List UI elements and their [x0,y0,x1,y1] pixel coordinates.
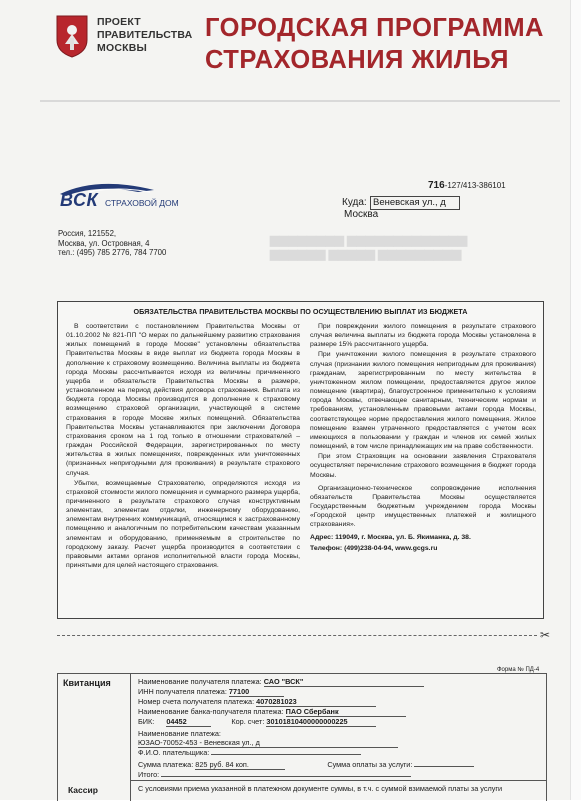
notice-paragraph: Организационно-техническое сопровождение исполнения обязательств Правительства Москвы осуществляется Государственным бюджетным учреждением города Москвы «Городской центр имущественных платежей и жилищного страхования». [310,484,536,529]
inn-value: 77100 [229,687,284,697]
tracking-bold: 716 [428,180,445,191]
tracking-number [428,180,506,191]
notice-paragraph: В соответствии с постановлением Правительства Москвы от 01.10.2002 № 821-ПП "О мерах по дальнейшему развитию страхования жилых помещений в городе Москве" установлены обязательства Правительства Москвы в виде выплат из бюджета города Москвы в дополнение к страховому возмещению. Величина выплаты из бюджета города Москвы рассчитывается исходя из величины причиненного ущерба и обязательств Правительства Москвы в размере, установленном на период действия договора страхования. Выплата из бюджета города Москвы производится в дополнение к страховому возмещению страховой организации, участвующей в системе страхования в городе Москве жилых помещений. Обязательства Правительства Москвы устанавливаются при заключении Договора страхования сроком на 1 год только в отношении страхователей – граждан Российской Федерации, зарегистрированных по месту жительства в жилых помещениях, поврежденных или уничтоженных (признанных непригодными для проживания) в результате страхового случая. [66,323,300,477]
terms-row [138,784,502,793]
total-label: Итого: [138,770,160,779]
account-label: Номер счета получателя платежа: [138,697,255,706]
notice-paragraph: Убытки, возмещаемые Страхователю, определяются исходя из страховой стоимости жилого помещения и суммарного размера ущерба, причиненного в результате страхового случая конструктивным элементам, элементам отделки, инженерному оборудованию, элементам внутренних коммуникаций, относящимся к застрахованному помещению и аналогичным по потребительским качествам указанным элементам и оборудованию, применяемым в строительстве по городскому заказу. Расчет ущерба производится в соответствии с правовыми актами органов исполнительной власти города Москвы, принятыми для целей настоящего страхования. [66,479,300,570]
sender-address-line: Россия, 121552, [58,229,117,238]
scissors-icon: ✂ [540,628,551,642]
sum-row [138,760,474,770]
project-line: МОСКВЫ [97,42,147,54]
gcgs-phone: Телефон: (499)238-04-94, www.gcgs.ru [310,544,438,552]
sender-address [58,229,166,258]
notice-title: ОБЯЗАТЕЛЬСТВА ПРАВИТЕЛЬСТВА МОСКВЫ ПО ОСУЩЕСТВЛЕНИЮ ВЫПЛАТ ИЗ БЮДЖЕТА [133,307,468,316]
vsk-logo-name: СТРАХОВОЙ ДОМ [105,198,179,208]
show-through-text: ▆▆▆▆▆▆ ▆▆▆▆▆ ▆▆▆▆▆▆▆▆▆ ▆▆▆▆▆▆▆▆ ▆▆▆▆▆▆▆▆▆▆▆▆▆ [270,236,468,264]
corr-label: Кор. счет: [231,717,265,726]
recipient-row [138,677,424,687]
page-edge [570,0,581,800]
payer-row [138,748,361,757]
cut-line [57,635,537,636]
receipt-label: Квитанция [63,678,111,688]
sum-value: 825 руб. 84 коп. [195,760,285,770]
vsk-logo-abbr: ВСК [60,190,99,210]
tracking-rest: -127/413-386101 [444,181,506,190]
payer-value-line [211,754,361,755]
bik-row [138,717,376,727]
project-label [97,16,192,55]
bank-value: ПАО Сбербанк [286,707,406,717]
obligations-notice [57,301,544,619]
form-number: Форма № ПД-4 [497,667,540,673]
gcgs-address: Адрес: 119049, г. Москва, ул. Б. Якиманка, д. 38. [310,534,471,542]
notice-paragraph: При этом Страховщик на основании заявления Страхователя осуществляет перечисление страхового возмещения в бюджет города Москвы. [310,453,536,479]
recipient-label: Наименование получателя платежа: [138,677,262,686]
to-label: Куда: [342,197,367,208]
recipient-value: САО "ВСК" [264,677,424,687]
recipient-street: Веневская ул., д [370,196,460,210]
account-value: 4070281023 [256,697,376,707]
moscow-coat-of-arms-icon [55,14,89,58]
program-title [205,12,544,76]
notice-paragraph: При повреждении жилого помещения в результате страхового случая величина выплаты из бюджета города Москвы установлена в размере 15% рассчитанного ущерба. [310,323,536,349]
payment-slip [57,673,547,801]
service-label: Сумма оплаты за услуги: [327,760,413,769]
terms-text: С условиями приема указанной в платежном документе суммы, в т.ч. с суммой взимаемой платы за услуги [138,784,503,793]
slip-label-column [58,674,131,801]
bank-label: Наименование банка-получателя платежа: [138,707,284,716]
payment-name-value: ЮЗАО-70052-453 - Веневская ул., д [138,738,398,748]
sender-address-line: Москва, ул. Островная, 4 [58,238,150,248]
total-value-line [161,776,411,777]
notice-left-column [66,322,300,571]
notice-paragraph: При уничтожении жилого помещения в результате страхового случая (признании жилого помещения непригодным для проживания) гражданам, зарегистрированным по месту жительства в уничтоженном жилом помещении, предоставляется другое жилое помещение (квартира), благоустроенное применительно к условиям города Москвы, отвечающее санитарным, техническим нормам и требованиям, установленным правовыми актами города Москвы, соответствующее норме предоставления жилого помещения. Жилое помещение взамен утраченного предоставляется с учетом всех имеющихся в пользовании у граждан и членов их семей жилых помещений, в том числе принадлежащих им на праве собственности. [310,351,536,451]
account-row [138,697,376,707]
bank-row [138,707,406,717]
project-line: ПРАВИТЕЛЬСТВА [97,29,193,41]
payer-label: Ф.И.О. плательщика: [138,748,210,757]
cashier-label: Кассир [68,785,98,795]
notice-right-column [310,322,536,554]
slip-separator [130,780,546,781]
inn-row [138,687,284,697]
bik-value: 04452 [166,717,211,727]
service-value-line [414,766,474,767]
sum-label: Сумма платежа: [138,760,194,769]
payment-name-label: Наименование платежа: [138,729,221,738]
sender-address-line: тел.: (495) 785 2776, 784 7700 [58,248,167,258]
program-title-line: СТРАХОВАНИЯ ЖИЛЬЯ [205,46,509,74]
bik-label: БИК: [138,717,155,726]
payment-name-value-row [138,738,398,748]
total-row [138,770,411,779]
recipient-city: Москва [344,209,379,220]
payment-name-row [138,729,221,738]
project-line: ПРОЕКТ [97,16,141,28]
corr-value: 30101810400000000225 [266,717,376,727]
inn-label: ИНН получателя платежа: [138,687,227,696]
program-title-line: ГОРОДСКАЯ ПРОГРАММА [205,14,544,42]
divider [40,100,560,102]
